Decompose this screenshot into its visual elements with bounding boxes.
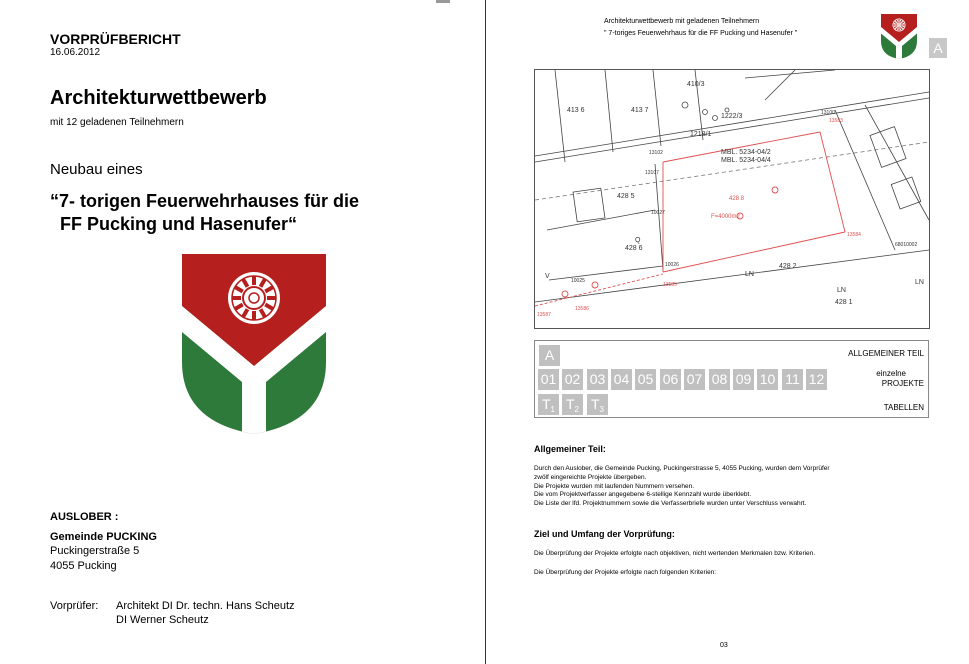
general-line-4: Die vom Projektverfasser angegebene 6-stellige Kennzahl wurde überklebt. [534, 491, 752, 499]
point-13100: 13100 [821, 110, 835, 116]
table-3-button[interactable]: $T_3$ [587, 394, 608, 415]
examiner-2: DI Werner Scheutz [116, 614, 209, 626]
project-07-button[interactable]: 07 [684, 369, 705, 390]
page-edge-mark [436, 0, 450, 3]
parcel-413-6: 413 6 [567, 107, 585, 114]
scope-line-1: Die Überprüfung der Projekte erfolgte nach objektiven, nicht wertenden Merkmalen bzw. Kriterien. [534, 550, 816, 557]
legend-label-projects-2: PROJEKTE [881, 379, 924, 388]
general-line-2: zwölf eingereichte Projekte übergeben. [534, 473, 647, 481]
project-12-button[interactable]: 12 [806, 369, 827, 390]
parcel-428-6: 428 6 [625, 245, 643, 252]
legend-label-general: ALLGEMEINER TEIL [848, 349, 924, 358]
project-08-button[interactable]: 08 [709, 369, 730, 390]
land-use-ln-2: LN [837, 287, 846, 294]
header-crest-icon [881, 14, 917, 59]
general-line-1: Durch den Auslober, die Gemeinde Pucking, Puckingerstrasse 5, 4055 Pucking, wurden dem Vorprüfer [534, 465, 830, 472]
mbl-label-2: MBL. 5234-04/4 [721, 157, 771, 164]
project-09-button[interactable]: 09 [733, 369, 754, 390]
table-2-button[interactable]: $T_2$ [562, 394, 583, 415]
project-02-button[interactable]: 02 [562, 369, 583, 390]
competition-subheading: mit 12 geladenen Teilnehmern [50, 117, 184, 128]
point-13585: 13585 [663, 282, 677, 288]
sponsor-label: AUSLOBER : [50, 511, 119, 523]
project-01-button[interactable]: 01 [538, 369, 559, 390]
page-divider [485, 0, 486, 664]
cadastral-map-drawing [535, 70, 929, 328]
pucking-coat-of-arms [182, 254, 326, 436]
point-13587: 13587 [537, 312, 551, 318]
project-11-button[interactable]: 11 [782, 369, 803, 390]
parcel-428-5: 428 5 [617, 193, 635, 200]
point-10026: 10026 [665, 262, 679, 268]
sponsor-name: Gemeinde PUCKING [50, 531, 157, 543]
land-use-ln-3: LN [915, 279, 924, 286]
general-line-5: Die Liste der lfd. Projektnummern sowie die Verfasserbriefe wurden unter Verschluss verwahrt. [534, 500, 807, 508]
table-1-button[interactable]: $T_1$ [538, 394, 559, 415]
competition-heading: Architekturwettbewerb [50, 87, 267, 109]
mbl-label-1: MBL. 5234-04/2 [721, 149, 771, 156]
report-date: 16.06.2012 [50, 47, 101, 58]
report-title: VORPRÜFBERICHT [50, 31, 181, 47]
project-03-button[interactable]: 03 [587, 369, 608, 390]
legend-label-tables: TABELLEN [883, 403, 924, 412]
general-line-3: Die Projekte wurden mit laufenden Nummern versehen. [534, 482, 695, 490]
legend-badge-a[interactable]: A [539, 345, 560, 366]
project-06-button[interactable]: 06 [660, 369, 681, 390]
point-13583: 13583 [829, 118, 843, 124]
point-13586: 13586 [575, 306, 589, 312]
land-use-v: V [545, 273, 550, 280]
section-badge: A [929, 38, 947, 58]
project-title: “7- torigen Feuerwehrhauses für die FF Pucking und Hasenufer“ [50, 191, 360, 234]
parcel-410-3: 410/3 [687, 81, 705, 88]
legend-label-projects-1: einzelne [876, 369, 906, 378]
point-68010002: 68010002 [895, 242, 918, 248]
scope-line-2: Die Überprüfung der Projekte erfolgte nach folgenden Kriterien: [534, 569, 717, 576]
examiner-1: Architekt DI Dr. techn. Hans Scheutz [116, 600, 295, 612]
examiner-label: Vorprüfer: [50, 600, 99, 612]
land-use-q: Q [635, 237, 641, 244]
point-10027: 10027 [651, 210, 665, 216]
land-use-ln-1: LN [745, 271, 754, 278]
point-13584: 13584 [847, 232, 861, 238]
parcel-428-2: 428 2 [779, 263, 797, 270]
area-label: F=4000m2 [711, 214, 740, 220]
parcel-428-1: 428 1 [835, 299, 853, 306]
intro-text: Neubau eines [50, 161, 143, 178]
project-04-button[interactable]: 04 [611, 369, 632, 390]
point-13102: 13102 [649, 150, 663, 156]
project-05-button[interactable]: 05 [635, 369, 656, 390]
cadastral-map [534, 69, 930, 329]
section-legend [534, 340, 929, 418]
section-scope-title: Ziel und Umfang der Vorprüfung: [534, 529, 675, 539]
header-line-2: " 7-toriges Feuerwehrhaus für die FF Pucking und Hasenufer " [604, 30, 798, 37]
page-number: 03 [720, 642, 728, 649]
parcel-1218-1: 1218/1 [690, 131, 712, 138]
point-13107: 13107 [645, 170, 659, 176]
parcel-1222-3: 1222/3 [721, 113, 743, 120]
parcel-428-8: 428 8 [729, 196, 745, 202]
sponsor-city: 4055 Pucking [50, 560, 117, 572]
project-10-button[interactable]: 10 [757, 369, 778, 390]
header-line-1: Architekturwettbewerb mit geladenen Teilnehmern [604, 18, 760, 25]
point-10025: 10025 [571, 278, 585, 284]
sponsor-street: Puckingerstraße 5 [50, 545, 140, 557]
section-general-title: Allgemeiner Teil: [534, 444, 606, 454]
section-general-body [534, 465, 924, 509]
parcel-413-7: 413 7 [631, 107, 649, 114]
